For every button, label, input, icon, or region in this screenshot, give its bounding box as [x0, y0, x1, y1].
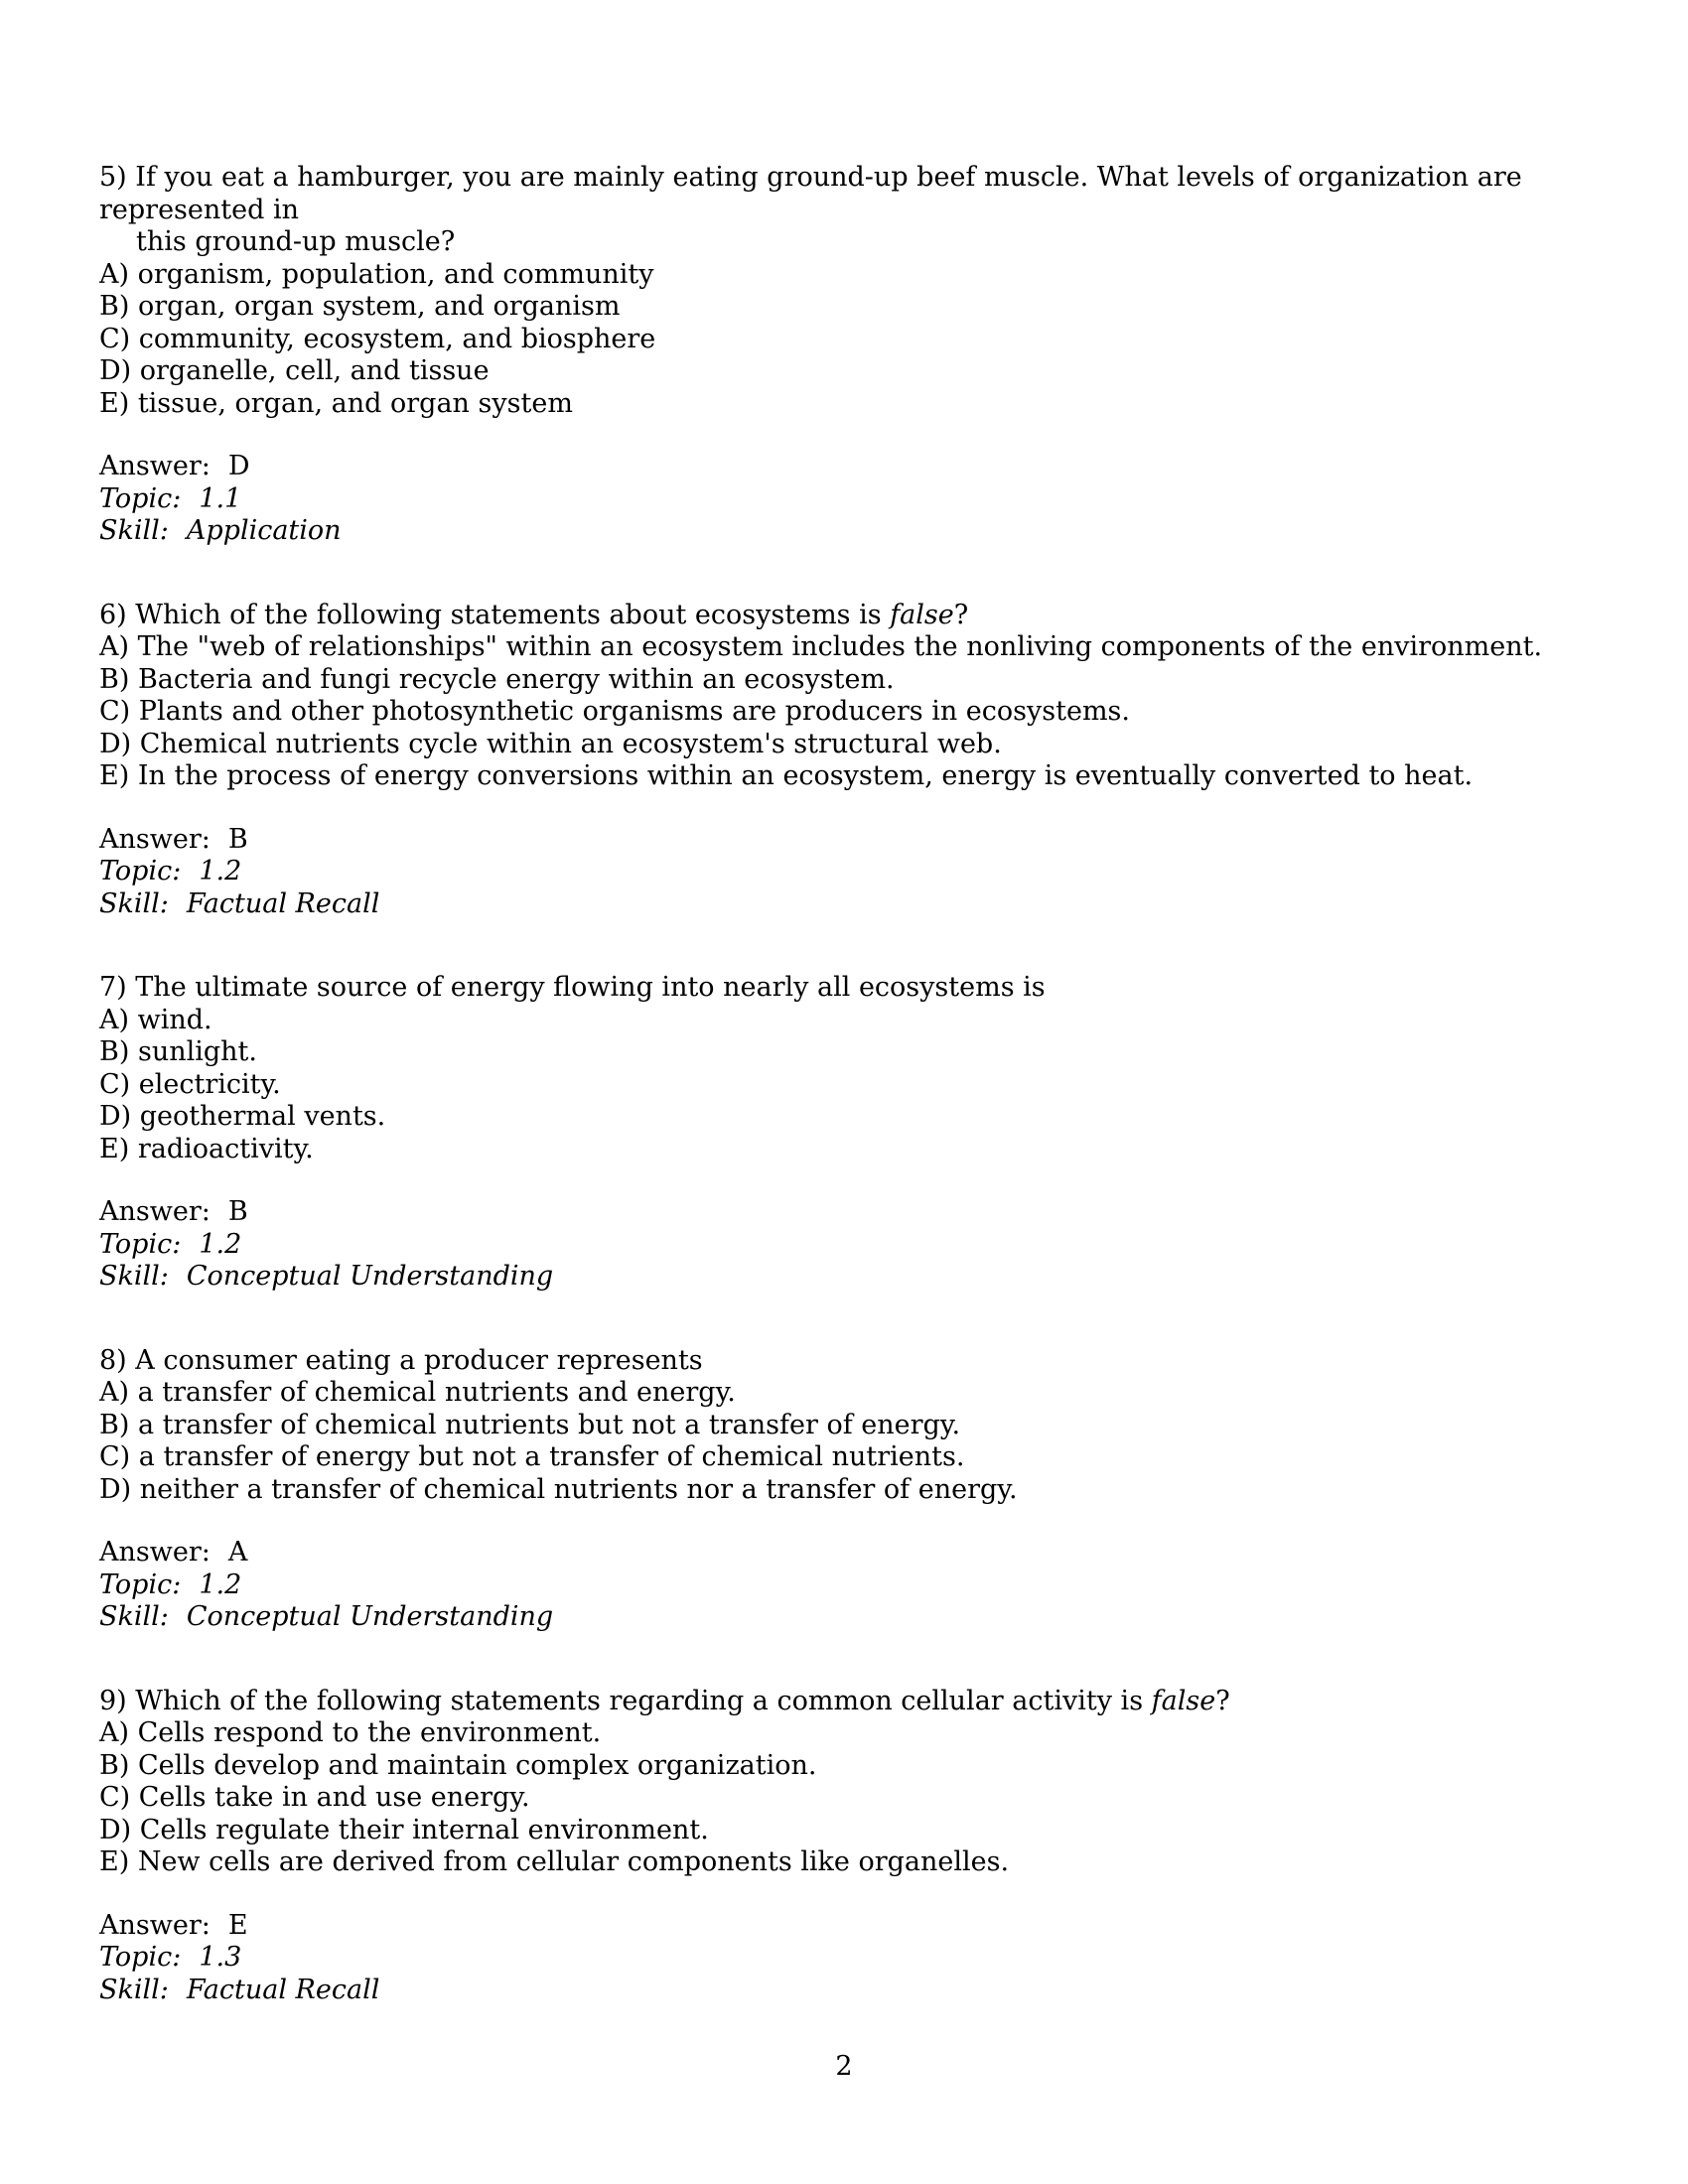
topic-value: 1.2 — [199, 1228, 242, 1260]
question-stem-line — [99, 195, 1628, 227]
stem-segment: 8) A consumer eating a producer represents — [99, 1344, 703, 1376]
answer-option: C) community, ecosystem, and biosphere — [99, 323, 656, 354]
stem-segment: ? — [953, 599, 969, 630]
answer-value: A — [227, 1537, 248, 1568]
topic-line — [99, 1942, 1628, 1975]
answer-option: D) geothermal vents. — [99, 1101, 386, 1132]
question-9 — [99, 1686, 1628, 2007]
answer-option: C) Plants and other photosynthetic organisms are producers in ecosystems. — [99, 696, 1130, 727]
answer-option: B) a transfer of chemical nutrients but not a transfer of energy. — [99, 1409, 961, 1440]
question-7 — [99, 972, 1628, 1294]
answer-group — [99, 1910, 1628, 2007]
answer-group — [99, 824, 1628, 921]
skill-label: Skill: — [99, 515, 169, 546]
question-8 — [99, 1345, 1628, 1634]
answer-line — [99, 1910, 1628, 1943]
answer-option: E) radioactivity. — [99, 1133, 314, 1164]
answer-value: D — [227, 451, 250, 481]
answer-option: E) In the process of energy conversions within an ecosystem, energy is eventually converted to heat. — [99, 760, 1474, 791]
answer-option: A) The "web of relationships" within an ecosystem includes the nonliving components of the environment. — [99, 631, 1543, 662]
stem-segment: false — [890, 599, 954, 630]
skill-value: Factual Recall — [186, 1974, 380, 2005]
topic-label: Topic: — [99, 1569, 182, 1600]
skill-line — [99, 1601, 1628, 1634]
topic-value: 1.3 — [199, 1942, 242, 1973]
stem-segment: 6) Which of the following statements about ecosystems is — [99, 599, 891, 630]
stem-segment: 5) If you eat a hamburger, you are mainly eating ground-up beef muscle. What levels of organization are — [99, 162, 1522, 193]
answer-option: A) wind. — [99, 1004, 212, 1035]
skill-line — [99, 515, 1628, 548]
answer-label: Answer: — [99, 1196, 211, 1227]
question-stem-line — [99, 1345, 1628, 1378]
answer-option: D) Cells regulate their internal environment. — [99, 1814, 709, 1845]
answer-line — [99, 451, 1628, 483]
answer-option: C) Cells take in and use energy. — [99, 1782, 530, 1813]
skill-label: Skill: — [99, 1261, 169, 1292]
answer-option: D) Chemical nutrients cycle within an ecosystem's structural web. — [99, 728, 1002, 759]
topic-line — [99, 1229, 1628, 1262]
skill-value: Conceptual Understanding — [186, 1601, 554, 1632]
question-stem-line — [99, 226, 1628, 259]
answer-option: E) New cells are derived from cellular components like organelles. — [99, 1846, 1010, 1877]
topic-line — [99, 1570, 1628, 1602]
skill-label: Skill: — [99, 1974, 169, 2005]
topic-label: Topic: — [99, 1942, 182, 1973]
answer-value: E — [227, 1909, 248, 1941]
skill-value: Conceptual Understanding — [186, 1261, 554, 1292]
topic-label: Topic: — [99, 856, 182, 887]
questions — [99, 162, 1628, 2006]
answer-value: B — [227, 823, 248, 855]
page-number: 2 — [835, 2051, 853, 2082]
stem-segment: false — [1151, 1685, 1216, 1716]
answer-value: B — [227, 1196, 248, 1227]
answer-option: A) organism, population, and community — [99, 258, 654, 290]
answer-line — [99, 1537, 1628, 1570]
answer-option: E) tissue, organ, and organ system — [99, 387, 573, 419]
stem-segment: represented in — [99, 194, 299, 225]
answer-line — [99, 824, 1628, 857]
topic-label: Topic: — [99, 482, 182, 514]
question-stem-line — [99, 162, 1628, 195]
answer-option: D) organelle, cell, and tissue — [99, 355, 490, 386]
answer-group — [99, 451, 1628, 548]
topic-value: 1.2 — [199, 856, 242, 887]
answer-group — [99, 1196, 1628, 1294]
answer-line — [99, 1196, 1628, 1229]
question-stem-line — [99, 1686, 1628, 1718]
stem-segment: this ground-up muscle? — [136, 226, 456, 257]
skill-line — [99, 888, 1628, 921]
topic-value: 1.2 — [199, 1569, 242, 1600]
stem-segment: 9) Which of the following statements regarding a common cellular activity is — [99, 1685, 1152, 1716]
answer-option: B) organ, organ system, and organism — [99, 291, 621, 322]
stem-segment: ? — [1215, 1685, 1230, 1716]
answer-label: Answer: — [99, 1537, 211, 1568]
skill-label: Skill: — [99, 1601, 169, 1632]
answer-label: Answer: — [99, 451, 211, 481]
answer-option: B) Bacteria and fungi recycle energy within an ecosystem. — [99, 663, 895, 695]
answer-label: Answer: — [99, 1909, 211, 1941]
skill-line — [99, 1975, 1628, 2007]
topic-line — [99, 856, 1628, 888]
topic-value: 1.1 — [199, 482, 242, 514]
question-5 — [99, 162, 1628, 548]
answer-option: B) Cells develop and maintain complex organization. — [99, 1749, 817, 1781]
topic-line — [99, 483, 1628, 516]
skill-label: Skill: — [99, 887, 169, 919]
answer-label: Answer: — [99, 823, 211, 855]
question-stem-line — [99, 600, 1628, 632]
answer-option: A) Cells respond to the environment. — [99, 1717, 602, 1748]
answer-option: B) sunlight. — [99, 1036, 257, 1067]
answer-group — [99, 1537, 1628, 1634]
answer-option: A) a transfer of chemical nutrients and energy. — [99, 1377, 736, 1408]
skill-value: Application — [186, 515, 342, 546]
skill-value: Factual Recall — [186, 887, 380, 919]
topic-label: Topic: — [99, 1228, 182, 1260]
answer-option: C) a transfer of energy but not a transfer of chemical nutrients. — [99, 1441, 965, 1472]
stem-segment: 7) The ultimate source of energy flowing into nearly all ecosystems is — [99, 972, 1046, 1003]
answer-option: C) electricity. — [99, 1068, 281, 1100]
question-6 — [99, 600, 1628, 921]
answer-option: D) neither a transfer of chemical nutrients nor a transfer of energy. — [99, 1473, 1018, 1505]
question-stem-line — [99, 972, 1628, 1005]
skill-line — [99, 1261, 1628, 1294]
